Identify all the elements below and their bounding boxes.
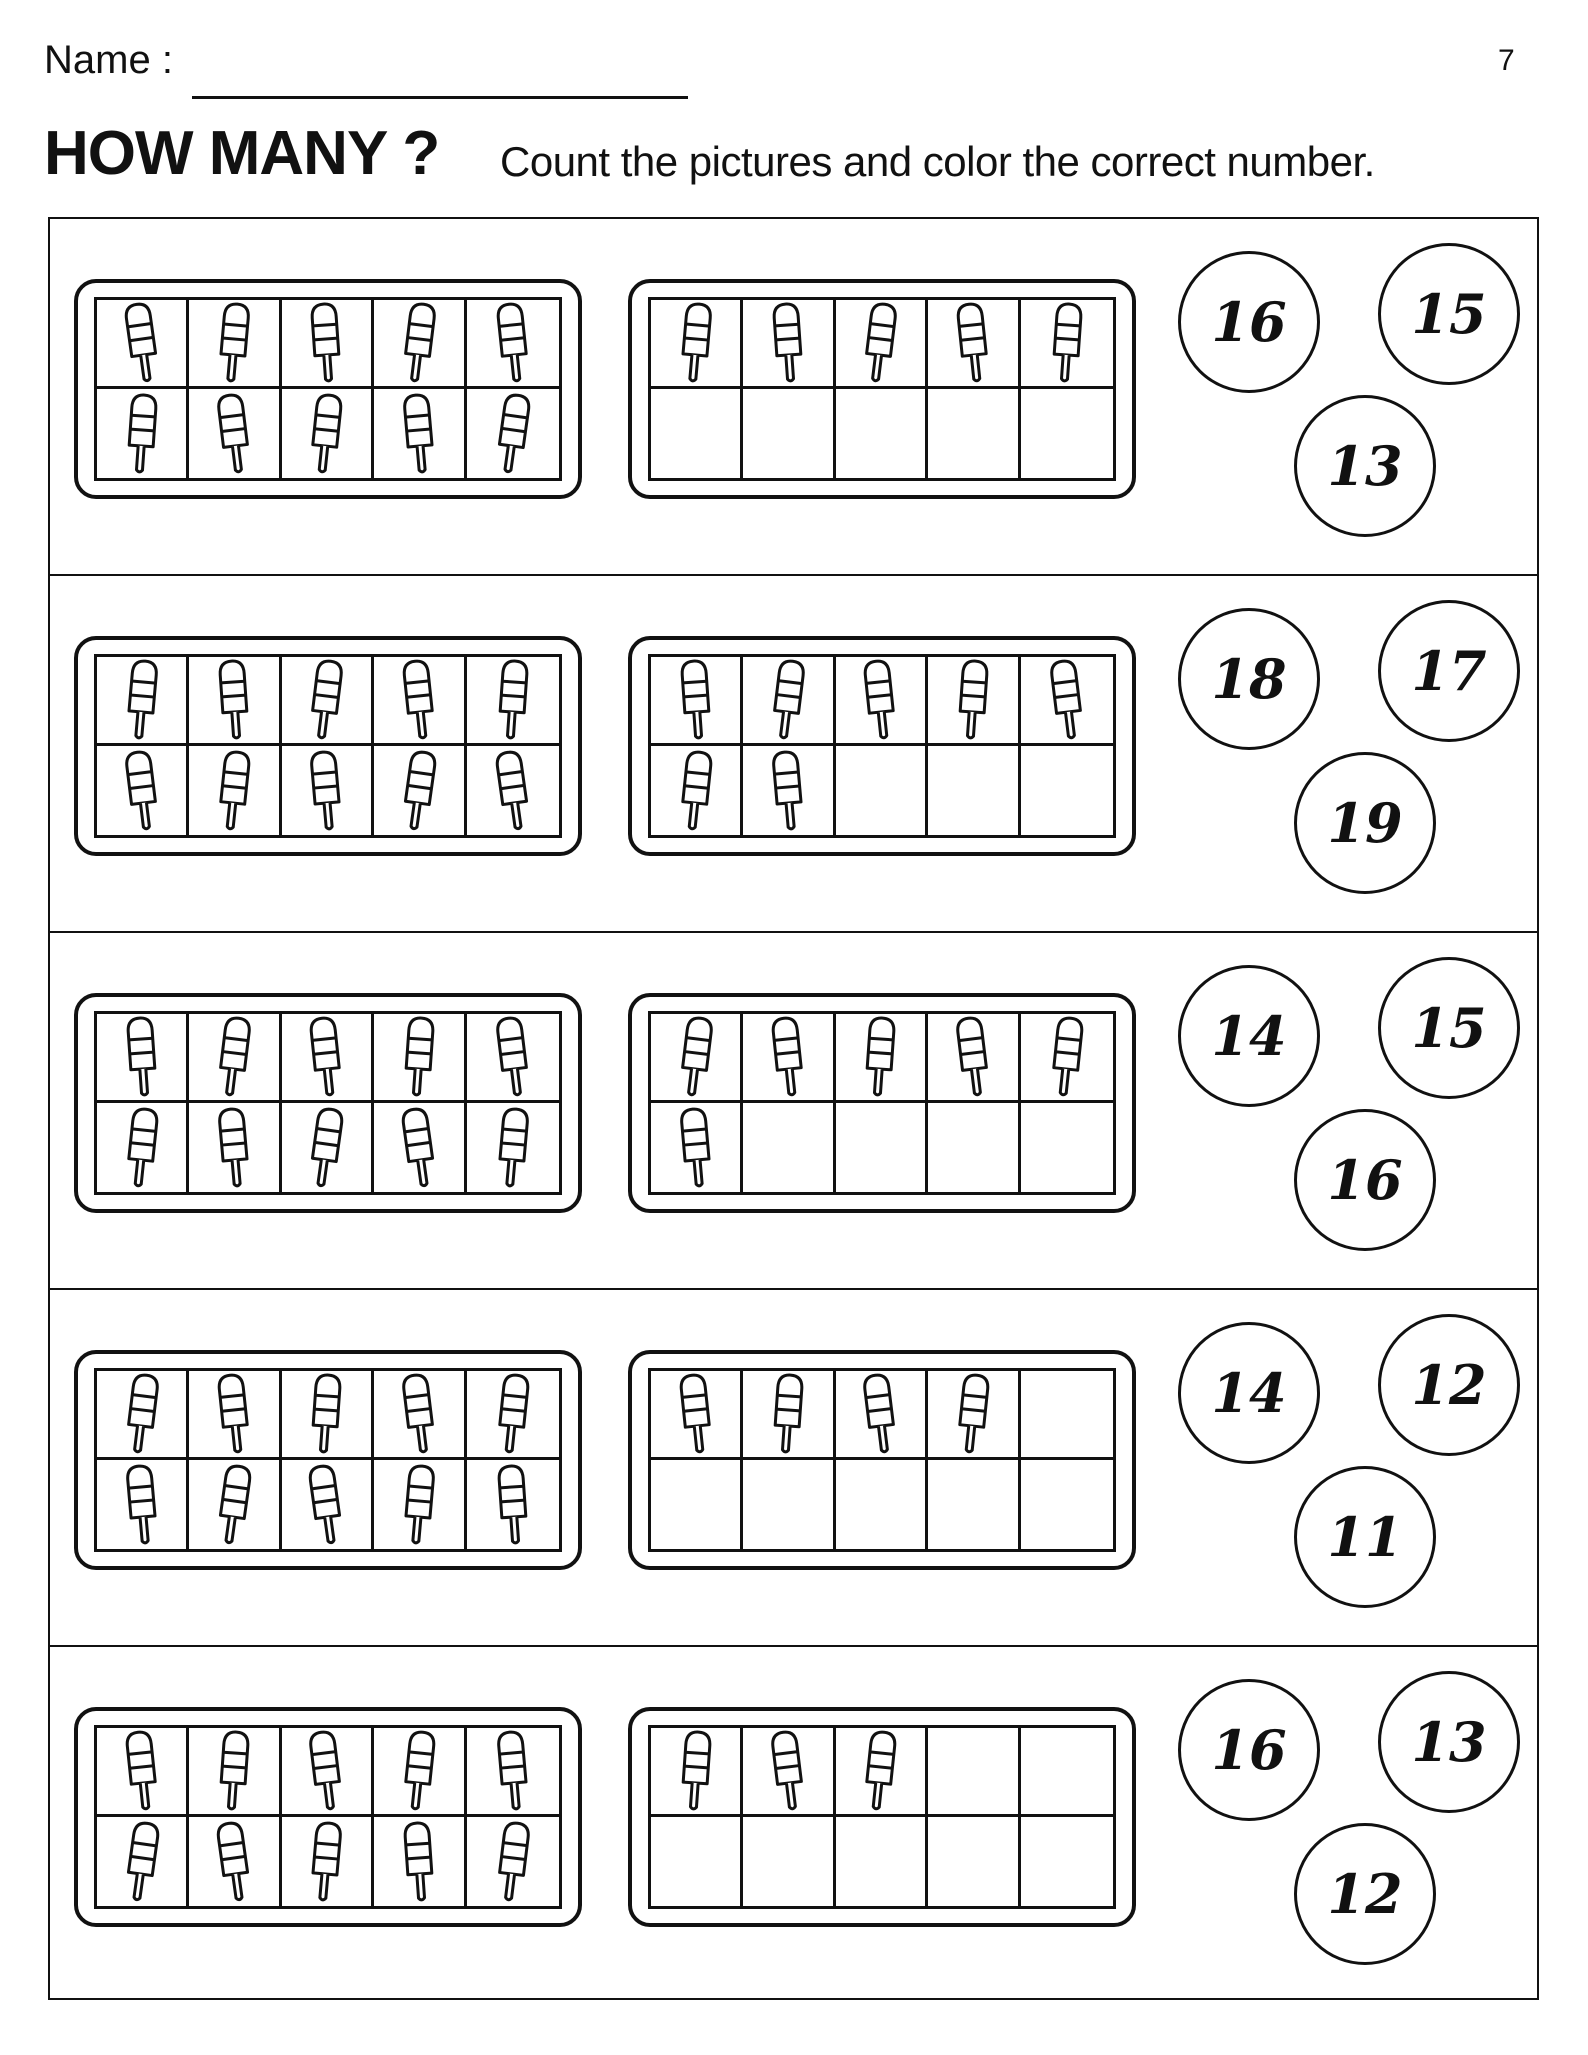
ten-frame-cell — [743, 1817, 835, 1906]
name-label: Name : — [44, 38, 173, 82]
ten-frame-cell — [374, 1817, 466, 1906]
ten-frame-cell — [467, 1817, 559, 1906]
answer-option[interactable]: 19 — [1294, 752, 1436, 894]
answer-option[interactable]: 12 — [1378, 1314, 1520, 1456]
ten-frame-cell — [97, 1817, 189, 1906]
ten-frame-cell — [743, 1103, 835, 1192]
ten-frame-grid — [94, 297, 562, 481]
ten-frame-cell — [189, 1371, 281, 1460]
ten-frame-cell — [928, 1460, 1020, 1549]
ten-frame-cell — [97, 1371, 189, 1460]
ten-frame-cell — [374, 1460, 466, 1549]
answer-option[interactable]: 14 — [1178, 1322, 1320, 1464]
ten-frame-cell — [836, 1014, 928, 1103]
ten-frame-cell — [1021, 1371, 1113, 1460]
ten-frame-grid — [94, 654, 562, 838]
answer-option[interactable]: 16 — [1178, 1679, 1320, 1821]
ten-frame-cell — [928, 1371, 1020, 1460]
ten-frame-grid — [648, 1368, 1116, 1552]
ten-frame-cell — [743, 746, 835, 835]
ten-frame-cell — [743, 1460, 835, 1549]
ten-frame-cell — [1021, 746, 1113, 835]
ten-frame-cell — [374, 1728, 466, 1817]
ten-frame-cell — [836, 1371, 928, 1460]
exercise-row — [50, 219, 1537, 576]
ten-frame-cell — [651, 1817, 743, 1906]
ten-frame-cell — [928, 746, 1020, 835]
ten-frame-cell — [651, 389, 743, 478]
ten-frame-cell — [1021, 1817, 1113, 1906]
ten-frame-cell — [467, 1103, 559, 1192]
ten-frame-cell — [836, 1728, 928, 1817]
ten-frame-left — [74, 1707, 582, 1927]
ten-frame-cell — [1021, 1460, 1113, 1549]
ten-frame-cell — [189, 1014, 281, 1103]
ten-frame-cell — [467, 1728, 559, 1817]
ten-frame-cell — [374, 1014, 466, 1103]
answer-option[interactable]: 16 — [1178, 251, 1320, 393]
ten-frame-cell — [97, 657, 189, 746]
ten-frame-cell — [651, 1460, 743, 1549]
ten-frame-cell — [928, 1817, 1020, 1906]
ten-frame-cell — [467, 1460, 559, 1549]
ten-frame-cell — [282, 1817, 374, 1906]
ten-frame-cell — [743, 389, 835, 478]
ten-frame-grid — [648, 1725, 1116, 1909]
answer-option[interactable]: 13 — [1294, 395, 1436, 537]
ten-frame-cell — [189, 1817, 281, 1906]
ten-frame-grid — [648, 297, 1116, 481]
ten-frame-cell — [467, 657, 559, 746]
instruction-text: Count the pictures and color the correct number. — [500, 138, 1375, 185]
name-line[interactable] — [192, 96, 688, 99]
ten-frame-cell — [1021, 300, 1113, 389]
ten-frame-cell — [651, 300, 743, 389]
ten-frame-cell — [651, 1014, 743, 1103]
ten-frame-cell — [651, 1728, 743, 1817]
ten-frame-right — [628, 636, 1136, 856]
ten-frame-left — [74, 279, 582, 499]
ten-frame-cell — [282, 1460, 374, 1549]
ten-frame-right — [628, 1350, 1136, 1570]
ten-frame-grid — [94, 1368, 562, 1552]
exercise-row — [50, 576, 1537, 933]
ten-frame-cell — [836, 746, 928, 835]
ten-frame-cell — [743, 1371, 835, 1460]
ten-frame-cell — [467, 389, 559, 478]
ten-frame-cell — [928, 389, 1020, 478]
ten-frame-cell — [651, 1371, 743, 1460]
ten-frame-cell — [1021, 389, 1113, 478]
ten-frame-cell — [189, 1103, 281, 1192]
ten-frame-cell — [836, 1817, 928, 1906]
ten-frame-cell — [928, 1728, 1020, 1817]
ten-frame-cell — [928, 657, 1020, 746]
ten-frame-cell — [467, 746, 559, 835]
ten-frame-cell — [282, 300, 374, 389]
ten-frame-cell — [743, 1014, 835, 1103]
ten-frame-cell — [97, 746, 189, 835]
ten-frame-cell — [97, 1460, 189, 1549]
ten-frame-cell — [282, 389, 374, 478]
ten-frame-cell — [374, 1371, 466, 1460]
ten-frame-cell — [651, 1103, 743, 1192]
exercise-grid — [48, 217, 1539, 2000]
ten-frame-grid — [648, 654, 1116, 838]
ten-frame-cell — [743, 657, 835, 746]
ten-frame-cell — [374, 300, 466, 389]
ten-frame-cell — [189, 1460, 281, 1549]
ten-frame-cell — [189, 300, 281, 389]
answer-option[interactable]: 15 — [1378, 957, 1520, 1099]
ten-frame-cell — [836, 1103, 928, 1192]
page-number: 7 — [1498, 44, 1515, 77]
answer-option[interactable]: 11 — [1294, 1466, 1436, 1608]
answer-option[interactable]: 12 — [1294, 1823, 1436, 1965]
ten-frame-cell — [282, 1371, 374, 1460]
exercise-row — [50, 933, 1537, 1290]
ten-frame-cell — [743, 300, 835, 389]
exercise-row — [50, 1290, 1537, 1647]
ten-frame-cell — [189, 389, 281, 478]
ten-frame-cell — [928, 300, 1020, 389]
ten-frame-cell — [97, 300, 189, 389]
ten-frame-cell — [97, 1103, 189, 1192]
ten-frame-cell — [836, 389, 928, 478]
answer-option[interactable]: 15 — [1378, 243, 1520, 385]
ten-frame-cell — [374, 657, 466, 746]
ten-frame-right — [628, 1707, 1136, 1927]
ten-frame-cell — [189, 1728, 281, 1817]
ten-frame-right — [628, 279, 1136, 499]
page-title: HOW MANY ? — [44, 119, 440, 188]
ten-frame-cell — [374, 389, 466, 478]
ten-frame-cell — [374, 1103, 466, 1192]
answer-option[interactable]: 14 — [1178, 965, 1320, 1107]
ten-frame-cell — [651, 657, 743, 746]
ten-frame-left — [74, 1350, 582, 1570]
ten-frame-cell — [1021, 1728, 1113, 1817]
ten-frame-cell — [467, 1371, 559, 1460]
ten-frame-grid — [94, 1011, 562, 1195]
ten-frame-cell — [467, 300, 559, 389]
ten-frame-cell — [836, 657, 928, 746]
ten-frame-cell — [282, 657, 374, 746]
ten-frame-cell — [651, 746, 743, 835]
answer-option[interactable]: 13 — [1378, 1671, 1520, 1813]
ten-frame-cell — [282, 1728, 374, 1817]
ten-frame-cell — [467, 1014, 559, 1103]
ten-frame-cell — [836, 1460, 928, 1549]
ten-frame-left — [74, 993, 582, 1213]
ten-frame-cell — [282, 746, 374, 835]
ten-frame-cell — [282, 1103, 374, 1192]
ten-frame-cell — [928, 1014, 1020, 1103]
ten-frame-cell — [836, 300, 928, 389]
answer-option[interactable]: 16 — [1294, 1109, 1436, 1251]
ten-frame-cell — [97, 1728, 189, 1817]
ten-frame-cell — [189, 657, 281, 746]
exercise-row — [50, 1647, 1537, 2004]
ten-frame-cell — [282, 1014, 374, 1103]
ten-frame-cell — [374, 746, 466, 835]
ten-frame-cell — [1021, 1014, 1113, 1103]
ten-frame-cell — [189, 746, 281, 835]
ten-frame-right — [628, 993, 1136, 1213]
ten-frame-cell — [97, 1014, 189, 1103]
ten-frame-grid — [648, 1011, 1116, 1195]
ten-frame-cell — [928, 1103, 1020, 1192]
answer-option[interactable]: 17 — [1378, 600, 1520, 742]
ten-frame-grid — [94, 1725, 562, 1909]
ten-frame-cell — [743, 1728, 835, 1817]
ten-frame-left — [74, 636, 582, 856]
answer-option[interactable]: 18 — [1178, 608, 1320, 750]
ten-frame-cell — [1021, 657, 1113, 746]
ten-frame-cell — [97, 389, 189, 478]
ten-frame-cell — [1021, 1103, 1113, 1192]
